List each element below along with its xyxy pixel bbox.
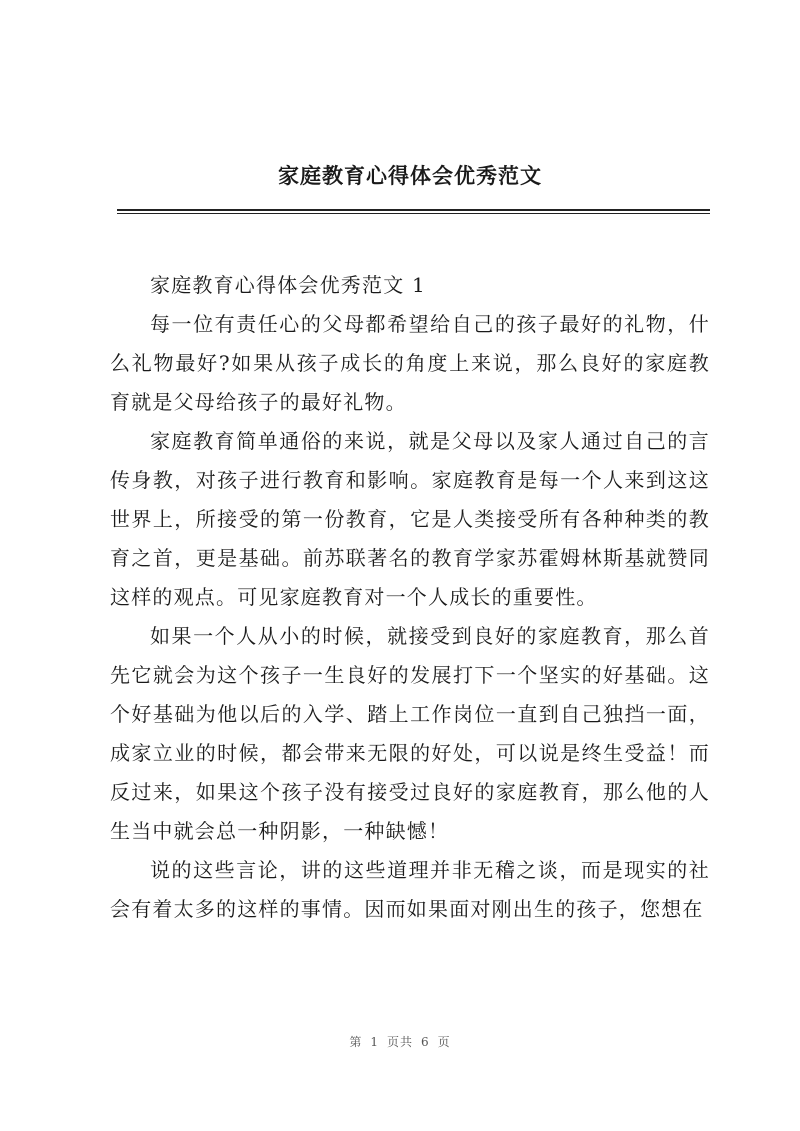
page-footer bbox=[0, 1033, 800, 1050]
footer-middle: 页共 bbox=[386, 1035, 413, 1049]
paragraph: 说的这些言论，讲的这些道理并非无稽之谈，而是现实的社会有着太多的这样的事情。因而如果面对刚出生的孩子，您想在 bbox=[110, 858, 710, 921]
document-body bbox=[110, 266, 710, 929]
footer-total-pages: 6 bbox=[421, 1035, 430, 1049]
section-heading: 家庭教育心得体会优秀范文 1 bbox=[150, 273, 426, 297]
footer-prefix: 第 bbox=[349, 1035, 363, 1049]
footer-suffix: 页 bbox=[437, 1035, 451, 1049]
document-title: 家庭教育心得体会优秀范文 bbox=[278, 163, 542, 188]
paragraph: 家庭教育简单通俗的来说，就是父母以及家人通过自己的言传身教，对孩子进行教育和影响。家庭教育是每一个人来到这这世界上，所接受的第一份教育，它是人类接受所有各种种类的教育之首，更是基础。前苏联著名的教育学家苏霍姆林斯基就赞同这样的观点。可见家庭教育对一个人成长的重要性。 bbox=[110, 429, 710, 609]
title-divider bbox=[117, 209, 710, 211]
paragraph: 每一位有责任心的父母都希望给自己的孩子最好的礼物，什么礼物最好?如果从孩子成长的角度上来说，那么良好的家庭教育就是父母给孩子的最好礼物。 bbox=[110, 312, 710, 414]
title-divider-thin bbox=[117, 213, 710, 214]
footer-page-number: 1 bbox=[370, 1035, 379, 1049]
paragraph: 如果一个人从小的时候，就接受到良好的家庭教育，那么首先它就会为这个孩子一生良好的发展打下一个坚实的好基础。这个好基础为他以后的入学、踏上工作岗位一直到自己独挡一面，成家立业的时候，都会带来无限的好处，可以说是终生受益！而反过来，如果这个孩子没有接受过良好的家庭教育，那么他的人生当中就会总一种阴影，一种缺憾！ bbox=[110, 624, 710, 843]
